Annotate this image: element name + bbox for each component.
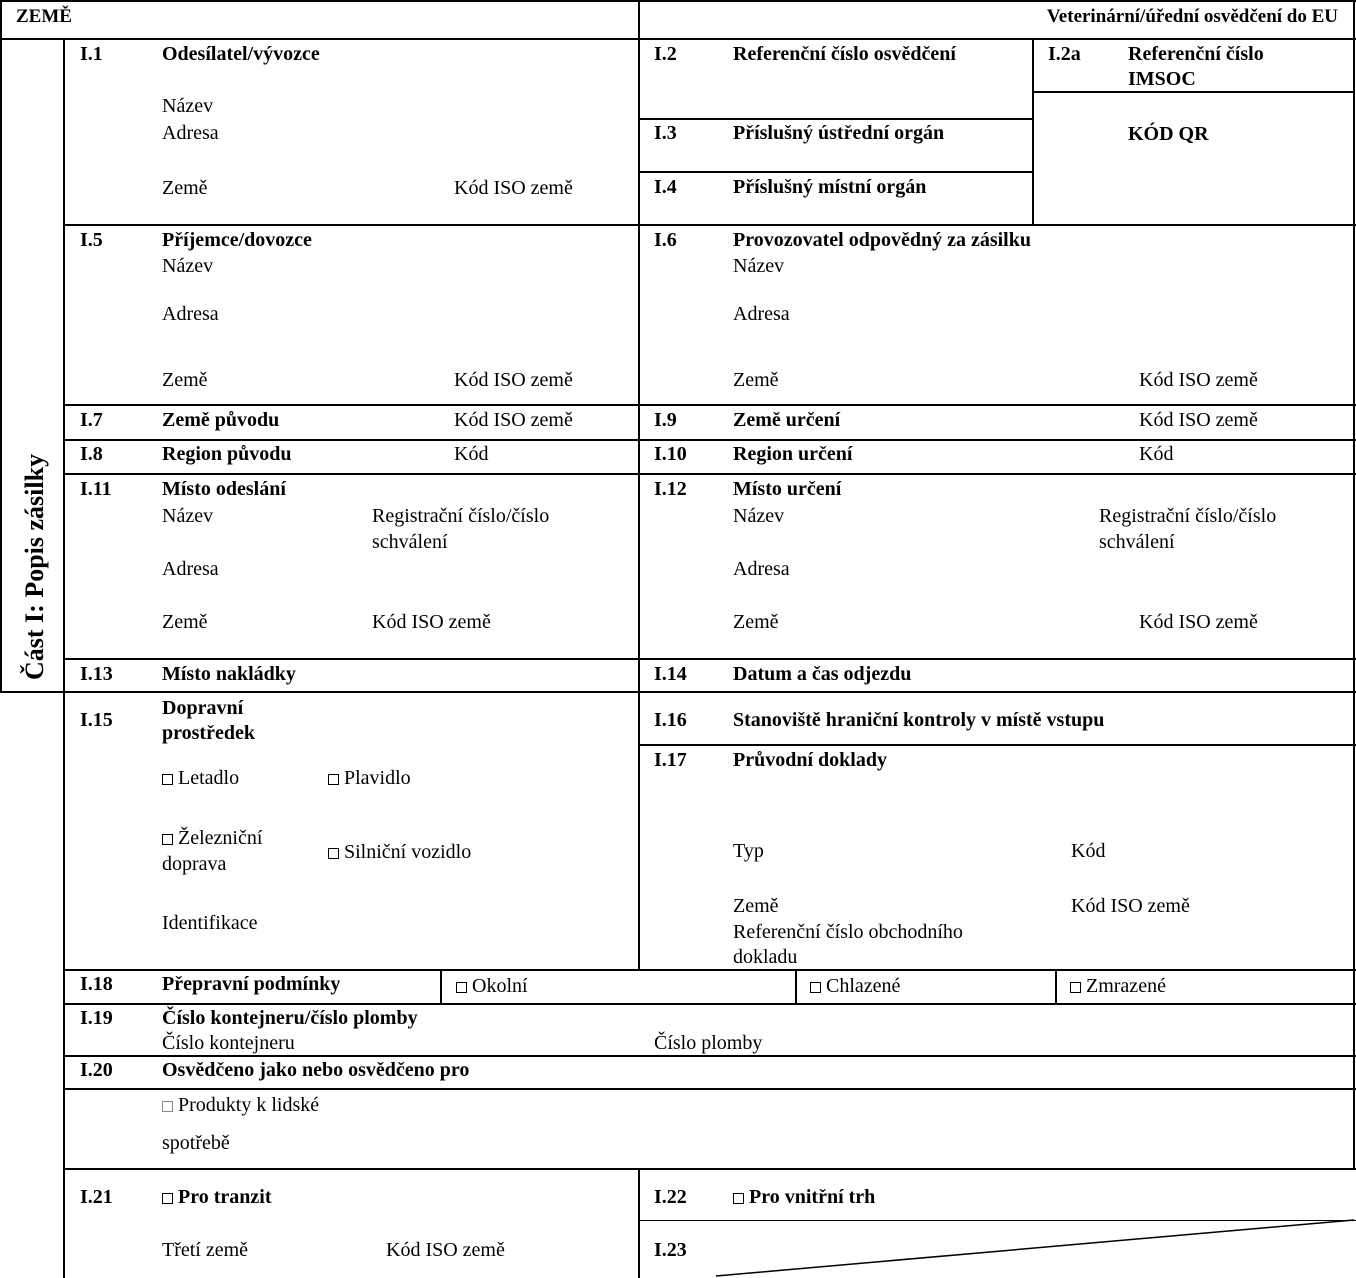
country-header: ZEMĚ [16,6,72,27]
i17-country-label: Země [733,895,779,917]
i17-ref-line2: dokladu [733,946,798,968]
option-internal-market[interactable] [733,1185,875,1210]
i6-country-label: Země [733,369,779,391]
vessel-checkbox[interactable] [328,774,339,785]
human-consumption-label-line1: Produkty k lidské [178,1094,320,1116]
i23-code: I.23 [654,1239,687,1261]
i1-iso-label: Kód ISO země [454,177,573,199]
ambient-label: Okolní [472,975,528,997]
option-aircraft[interactable] [162,766,239,791]
i10-title: Region určení [733,443,853,465]
i9-iso-label: Kód ISO země [1139,409,1258,431]
i21-iso-label: Kód ISO země [386,1239,505,1261]
i12-name-label: Název [733,505,785,527]
i19-container-label: Číslo kontejneru [162,1032,295,1054]
i9-title: Země určení [733,409,841,431]
i4-code: I.4 [654,176,677,198]
i3-title: Příslušný ústřední orgán [733,122,945,144]
i20-code: I.20 [80,1059,113,1081]
i13-code: I.13 [80,663,113,685]
i6-title: Provozovatel odpovědný za zásilku [733,229,1031,251]
i11-code: I.11 [80,478,112,500]
i12-reg-line1: Registrační číslo/číslo [1099,505,1277,527]
internal-market-checkbox[interactable] [733,1193,744,1204]
option-chilled[interactable] [810,974,900,999]
aircraft-label: Letadlo [178,767,240,789]
i11-iso-label: Kód ISO země [372,611,491,633]
i15-title-line2: prostředek [162,722,255,744]
i8-code: I.8 [80,443,103,465]
i9-code: I.9 [654,409,677,431]
i17-ref-line1: Referenční číslo obchodního [733,921,963,943]
internal-market-label: Pro vnitřní trh [749,1186,876,1208]
i12-reg-line2: schválení [1099,531,1175,553]
rail-checkbox[interactable] [162,834,173,845]
part-one-side-label: Část I: Popis zásilky [20,453,49,680]
i1-address-label: Adresa [162,122,219,144]
road-vehicle-label: Silniční vozidlo [344,841,472,863]
i12-title: Místo určení [733,478,842,500]
i18-title: Přepravní podmínky [162,973,341,995]
i5-title: Příjemce/dovozce [162,229,312,251]
i15-title-line1: Dopravní [162,697,244,719]
frozen-label: Zmrazené [1086,975,1166,997]
i11-reg-line2: schválení [372,531,448,553]
i2a-title-line2: IMSOC [1128,68,1196,90]
i1-name-label: Název [162,95,214,117]
ambient-checkbox[interactable] [456,982,467,993]
i1-code: I.1 [80,43,103,65]
certificate-type-header: Veterinární/úřední osvědčení do EU [1046,6,1338,27]
i7-code: I.7 [80,409,103,431]
transit-label: Pro tranzit [178,1186,272,1208]
i18-code: I.18 [80,973,113,995]
i3-code: I.3 [654,122,677,144]
i12-address-label: Adresa [733,558,790,580]
i14-code: I.14 [654,663,687,685]
i10-code: I.10 [654,443,687,465]
i6-name-label: Název [733,255,785,277]
i11-country-label: Země [162,611,208,633]
i1-country-label: Země [162,177,208,199]
i17-type-label: Typ [733,840,764,862]
option-frozen[interactable] [1070,974,1166,999]
i12-country-label: Země [733,611,779,633]
i2a-title-line1: Referenční číslo [1128,43,1264,65]
i11-name-label: Název [162,505,214,527]
i4-title: Příslušný místní orgán [733,176,927,198]
i16-title: Stanoviště hraniční kontroly v místě vstupu [733,709,1105,731]
i8-code-label: Kód [454,443,489,465]
i6-address-label: Adresa [733,303,790,325]
human-consumption-label-line2: spotřebě [162,1132,230,1154]
i5-iso-label: Kód ISO země [454,369,573,391]
i11-address-label: Adresa [162,558,219,580]
transit-checkbox[interactable] [162,1193,173,1204]
i19-seal-label: Číslo plomby [654,1032,763,1054]
qr-code-label: KÓD QR [1128,123,1209,145]
option-road-vehicle[interactable] [328,840,471,865]
i5-code: I.5 [80,229,103,251]
option-ambient[interactable] [456,974,528,999]
i11-reg-line1: Registrační číslo/číslo [372,505,550,527]
i2-code: I.2 [654,43,677,65]
i13-title: Místo nakládky [162,663,296,685]
i5-country-label: Země [162,369,208,391]
i12-code: I.12 [654,478,687,500]
human-consumption-checkbox[interactable] [162,1101,173,1112]
i14-title: Datum a čas odjezdu [733,663,912,685]
i21-third-country-label: Třetí země [162,1239,249,1261]
vessel-label: Plavidlo [344,767,411,789]
i7-iso-label: Kód ISO země [454,409,573,431]
i6-code: I.6 [654,229,677,251]
i19-title: Číslo kontejneru/číslo plomby [162,1007,418,1029]
i7-title: Země původu [162,409,280,431]
option-rail[interactable] [162,826,262,851]
i1-title: Odesílatel/vývozce [162,43,320,65]
i2-title: Referenční číslo osvědčení [733,43,956,65]
i19-code: I.19 [80,1007,113,1029]
i12-iso-label: Kód ISO země [1139,611,1258,633]
i15-identification-label: Identifikace [162,912,258,934]
i11-title: Místo odeslání [162,478,286,500]
rail-label-line1: Železniční [178,827,263,849]
aircraft-checkbox[interactable] [162,774,173,785]
i21-code: I.21 [80,1186,113,1208]
i17-title: Průvodní doklady [733,749,887,771]
option-transit[interactable] [162,1185,272,1210]
i5-address-label: Adresa [162,303,219,325]
i22-code: I.22 [654,1186,687,1208]
chilled-label: Chlazené [826,975,901,997]
i6-iso-label: Kód ISO země [1139,369,1258,391]
i10-code-label: Kód [1139,443,1174,465]
rail-label-line2: doprava [162,853,227,875]
i15-code: I.15 [80,709,113,731]
i8-title: Region původu [162,443,292,465]
i17-code: I.17 [654,749,687,771]
i17-code-label: Kód [1071,840,1106,862]
option-human-consumption[interactable] [162,1093,319,1118]
i16-code: I.16 [654,709,687,731]
i20-title: Osvědčeno jako nebo osvědčeno pro [162,1059,470,1081]
road-vehicle-checkbox[interactable] [328,848,339,859]
option-vessel[interactable] [328,766,411,791]
frozen-checkbox[interactable] [1070,982,1081,993]
i5-name-label: Název [162,255,214,277]
chilled-checkbox[interactable] [810,982,821,993]
i2a-code: I.2a [1048,43,1081,65]
i17-iso-label: Kód ISO země [1071,895,1190,917]
